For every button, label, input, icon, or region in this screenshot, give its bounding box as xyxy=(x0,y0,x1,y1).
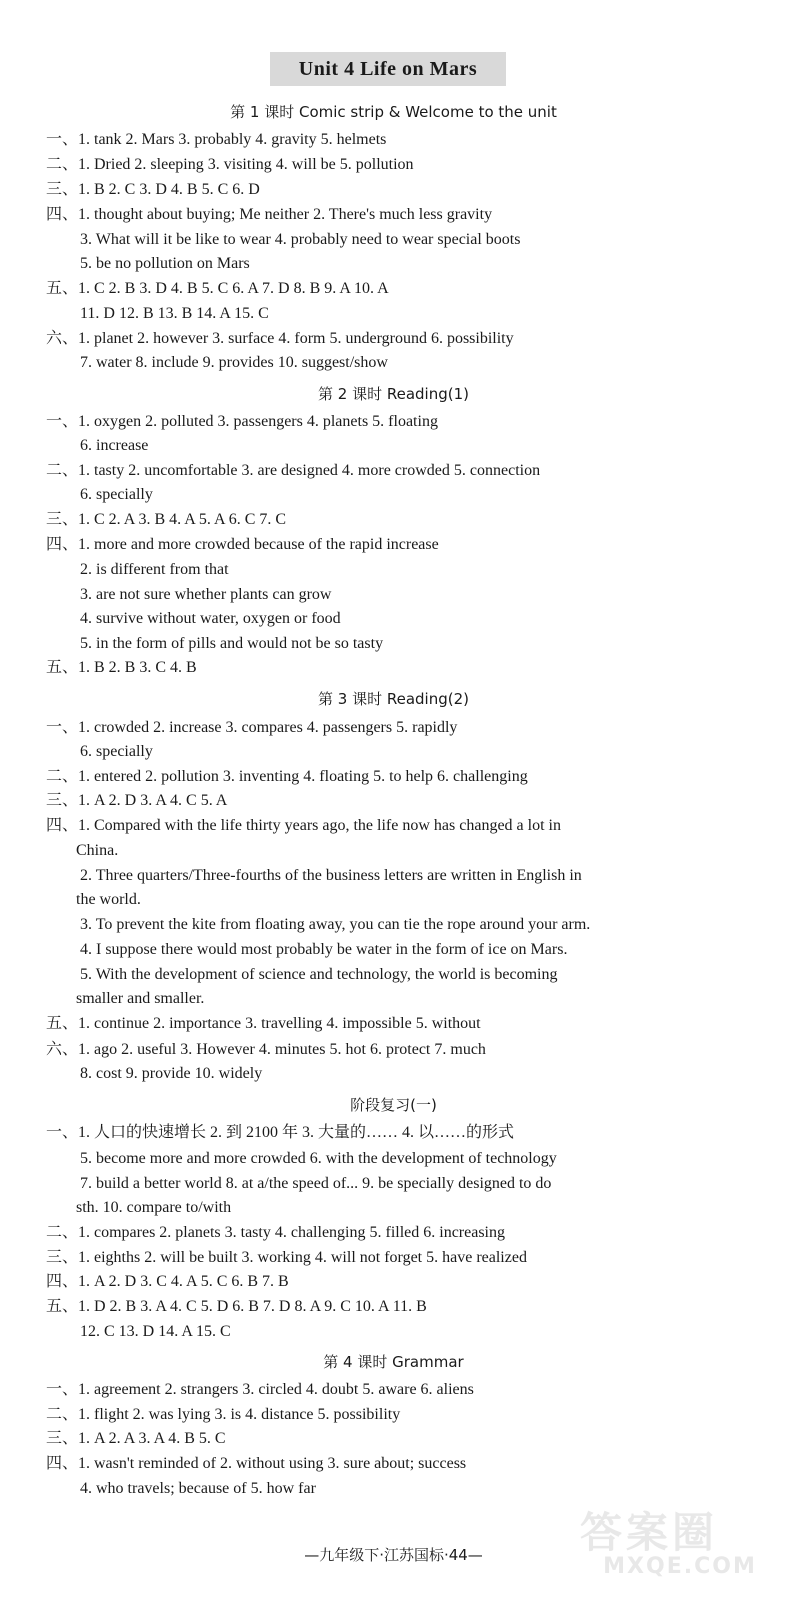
answer-line: 3. What will it be like to wear 4. probably need to wear special boots xyxy=(80,231,521,248)
answer-line: 2. is different from that xyxy=(80,561,229,578)
answer-line: the world. xyxy=(76,891,141,908)
answer-line: 一、1. 人口的快速增长 2. 到 2100 年 3. 大量的…… 4. 以……的形式 xyxy=(46,1124,515,1141)
answer-line: 三、1. C 2. A 3. B 4. A 5. A 6. C 7. C xyxy=(46,511,287,528)
answer-line: 12. C 13. D 14. A 15. C xyxy=(80,1323,231,1340)
answer-line: 6. specially xyxy=(80,486,153,503)
answer-line: 一、1. crowded 2. increase 3. compares 4. passengers 5. rapidly xyxy=(46,719,458,736)
answer-line: 11. D 12. B 13. B 14. A 15. C xyxy=(80,305,269,322)
answer-line: 四、1. wasn't reminded of 2. without using 3. sure about; success xyxy=(46,1455,467,1472)
answer-line: 6. specially xyxy=(80,743,153,760)
answer-line: 3. To prevent the kite from floating away, you can tie the rope around your arm. xyxy=(80,916,591,933)
answer-line: 六、1. planet 2. however 3. surface 4. form 5. underground 6. possibility xyxy=(46,330,514,347)
answer-line: 四、1. thought about buying; Me neither 2. There's much less gravity xyxy=(46,206,493,223)
answer-line: China. xyxy=(76,842,119,859)
answer-line: 六、1. ago 2. useful 3. However 4. minutes 5. hot 6. protect 7. much xyxy=(46,1041,486,1058)
answer-line: 三、1. A 2. D 3. A 4. C 5. A xyxy=(46,792,228,809)
lesson-title-review: 阶段复习(一) xyxy=(350,1096,437,1114)
answer-line: 5. be no pollution on Mars xyxy=(80,255,250,272)
answer-line: 五、1. B 2. B 3. C 4. B xyxy=(46,659,197,676)
answer-line: 3. are not sure whether plants can grow xyxy=(80,586,332,603)
answer-line: 三、1. A 2. A 3. A 4. B 5. C xyxy=(46,1430,226,1447)
answer-line: 一、1. tank 2. Mars 3. probably 4. gravity 5. helmets xyxy=(46,131,387,148)
answer-line: 五、1. D 2. B 3. A 4. C 5. D 6. B 7. D 8. A 9. C 10. A 11. B xyxy=(46,1298,427,1315)
watermark-logo xyxy=(580,1500,780,1590)
lesson-title-4: 第 4 课时 Grammar xyxy=(323,1353,464,1371)
answer-line: 4. survive without water, oxygen or food xyxy=(80,610,341,627)
answer-line: 7. water 8. include 9. provides 10. suggest/show xyxy=(80,354,388,371)
answer-line: 二、1. Dried 2. sleeping 3. visiting 4. will be 5. pollution xyxy=(46,156,414,173)
answer-line: 5. become more and more crowded 6. with the development of technology xyxy=(80,1150,557,1167)
watermark-main: 答案圈 xyxy=(580,1508,719,1557)
answer-line: 二、1. compares 2. planets 3. tasty 4. challenging 5. filled 6. increasing xyxy=(46,1224,506,1241)
watermark-sub: MXQE.COM xyxy=(603,1554,757,1579)
answer-line: sth. 10. compare to/with xyxy=(76,1199,232,1216)
answer-line: 三、1. eighths 2. will be built 3. working 4. will not forget 5. have realized xyxy=(46,1249,527,1266)
unit-title: Unit 4 Life on Mars xyxy=(270,52,506,86)
answer-line: 4. I suppose there would most probably be water in the form of ice on Mars. xyxy=(80,941,568,958)
answer-line: 四、1. more and more crowded because of the rapid increase xyxy=(46,536,439,553)
answer-line: 5. With the development of science and technology, the world is becoming xyxy=(80,966,558,983)
answer-line: 三、1. B 2. C 3. D 4. B 5. C 6. D xyxy=(46,181,260,198)
lesson-title-2: 第 2 课时 Reading(1) xyxy=(318,385,469,403)
answer-line: 四、1. Compared with the life thirty years ago, the life now has changed a lot in xyxy=(46,817,561,834)
answer-line: 8. cost 9. provide 10. widely xyxy=(80,1065,263,1082)
answer-line: 6. increase xyxy=(80,437,149,454)
lesson-title-3: 第 3 课时 Reading(2) xyxy=(318,690,469,708)
answer-line: 4. who travels; because of 5. how far xyxy=(80,1480,316,1497)
lesson-title-1: 第 1 课时 Comic strip & Welcome to the unit xyxy=(230,103,557,121)
answer-line: 五、1. continue 2. importance 3. travelling 4. impossible 5. without xyxy=(46,1015,481,1032)
answer-line: 四、1. A 2. D 3. C 4. A 5. C 6. B 7. B xyxy=(46,1273,289,1290)
answer-line: 五、1. C 2. B 3. D 4. B 5. C 6. A 7. D 8. B 9. A 10. A xyxy=(46,280,389,297)
answer-line: 一、1. oxygen 2. polluted 3. passengers 4. planets 5. floating xyxy=(46,413,438,430)
answer-line: 二、1. flight 2. was lying 3. is 4. distance 5. possibility xyxy=(46,1406,401,1423)
answer-line: smaller and smaller. xyxy=(76,990,205,1007)
answer-line: 一、1. agreement 2. strangers 3. circled 4. doubt 5. aware 6. aliens xyxy=(46,1381,474,1398)
answer-line: 7. build a better world 8. at a/the speed of... 9. be specially designed to do xyxy=(80,1175,552,1192)
answer-line: 2. Three quarters/Three-fourths of the business letters are written in English in xyxy=(80,867,582,884)
answer-line: 5. in the form of pills and would not be so tasty xyxy=(80,635,384,652)
answer-line: 二、1. tasty 2. uncomfortable 3. are designed 4. more crowded 5. connection xyxy=(46,462,541,479)
answer-line: 二、1. entered 2. pollution 3. inventing 4. floating 5. to help 6. challenging xyxy=(46,768,528,785)
page-footer: —九年级下·江苏国标·44— xyxy=(304,1546,483,1564)
